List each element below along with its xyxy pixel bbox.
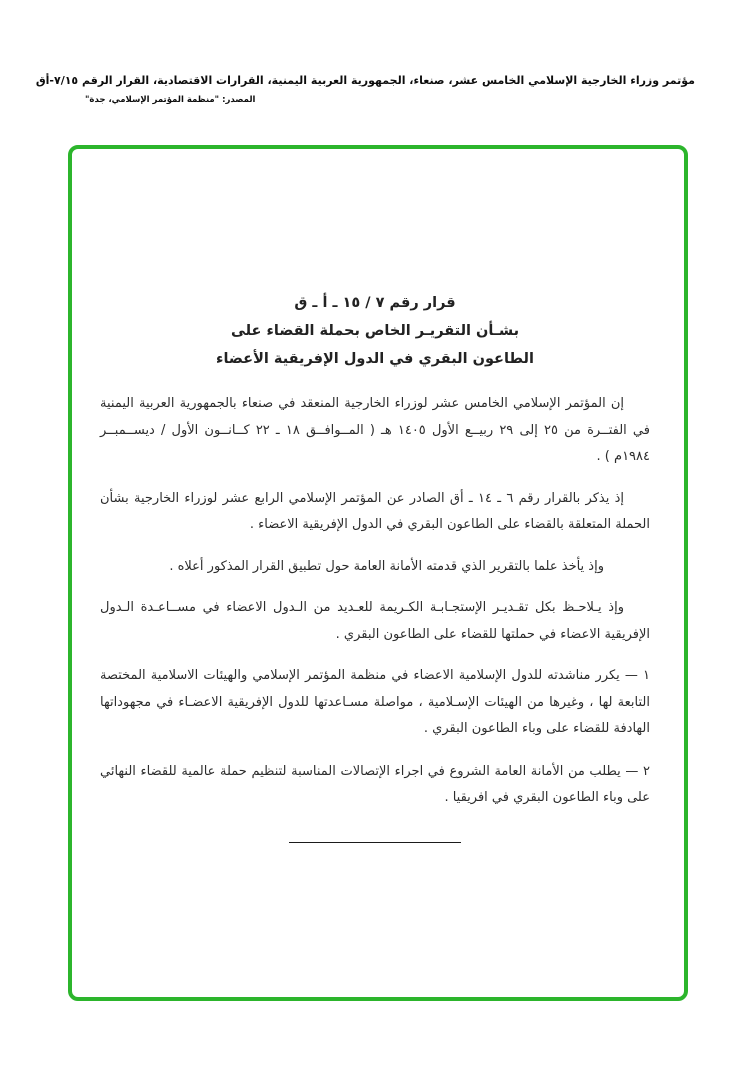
resolution-title (100, 289, 650, 373)
end-rule (289, 842, 461, 843)
header-title: مؤتمر وزراء الخارجية الإسلامي الخامس عشر، صنعاء، الجمهورية العربية اليمنية، القرارات الاقتصادية، القرار الرقم ٧/١٥-أق (35, 74, 695, 87)
header-source: المصدر: "منظمة المؤتمر الإسلامي، جدة" (85, 95, 256, 105)
preamble-paragraph-3: وإذ يأخذ علما بالتقرير الذي قدمته الأمانة العامة حول تطبيق القرار المذكور أعلاه . (169, 558, 604, 574)
operative-item-1: ١ — يكرر مناشدته للدول الإسلامية الاعضاء في منظمة المؤتمر الإسلامي والهيئات الاسلامية المختصة التابعة لها ، وغيرها من الهيئات الإسـلامية ، مواصلة مسـاعدتها للدول الإفريقية الاعضـاء في مجهوداتها الهادفة للقضاء على وباء الطاعون البقري . (100, 668, 650, 736)
resolution-subject-line1: بشـأن التقريـر الخاص بحملة القضاء على (230, 323, 520, 339)
resolution-number: قرار رقم ٧ / ١٥ ـ أ ـ ق (294, 295, 456, 311)
preamble-paragraph-1: إن المؤتمر الإسلامي الخامس عشر لوزراء الخارجية المنعقد في صنعاء بالجمهورية العربية اليمنية في الفتــرة من ٢٥ إلى ٢٩ ربيــع الأول ١٤٠٥ هـ ( المــوافــق ١٨ ـ ٢٢ كــانــون الأول / ديســمبــر ١٩٨٤م ) . (100, 396, 650, 464)
resolution-subject-line2: الطاعون البقري في الدول الإفريقية الأعضاء (216, 351, 534, 367)
preamble-paragraph-2: إذ يذكر بالقرار رقم ٦ ـ ١٤ ـ أق الصادر عن المؤتمر الإسلامي الرابع عشر لوزراء الخارجية بشأن الحملة المتعلقة بالقضاء على الطاعون البقري في الدول الإفريقية الاعضاء . (100, 490, 650, 532)
scanned-document (100, 289, 650, 843)
scan-frame (68, 145, 688, 1001)
operative-item-2: ٢ — يطلب من الأمانة العامة الشروع في اجراء الإتصالات المناسبة لتنظيم حملة عالمية للقضاء النهائي على وباء الطاعون البقري في افريقيا . (100, 763, 650, 805)
preamble-paragraph-4: وإذ يـلاحـظ بكل تقـديـر الإستجـابـة الكـريمة للعـديد من الـدول الاعضاء في مســاعـدة الـدول الإفريقية الاعضاء في حملتها للقضاء على الطاعون البقري . (100, 600, 650, 642)
document-header (35, 74, 695, 105)
